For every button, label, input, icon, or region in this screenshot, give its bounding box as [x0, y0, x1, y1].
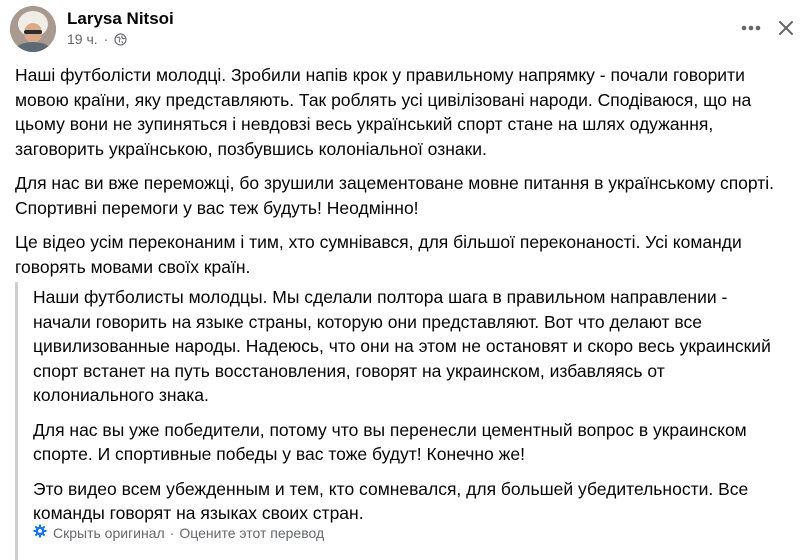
- hide-original-link[interactable]: Скрыть оригинал: [53, 524, 165, 541]
- avatar[interactable]: [10, 6, 56, 52]
- translation-paragraph: Это видео всем убежденным и тем, кто сомневался, для большей убедительности. Все команды говорят на языках своих стран.: [33, 478, 749, 523]
- globe-icon[interactable]: [114, 33, 127, 46]
- more-options-icon[interactable]: [735, 12, 767, 44]
- footer-separator: ·: [169, 524, 175, 541]
- post-paragraph: Це відео усім переконаним і тим, хто сумнівався, для більшої переконаності. Усі команди говорять мовами своїх країн.: [15, 232, 742, 277]
- author-name[interactable]: Larysa Nitsoi: [67, 9, 174, 28]
- translation-paragraph: Наши футболисты молодцы. Мы сделали полтора шага в правильном направлении - начали говорить на языке страны, которую они представляют. Вот что делают все цивилизованные народы. Надеюсь, что они на этом не остановят и скоро весь украинский спорт встанет на путь восстановления, говорят на украинском, избавляясь от колониального знака.: [33, 287, 771, 405]
- close-icon[interactable]: [773, 12, 799, 44]
- post-timestamp[interactable]: 19 ч.: [67, 31, 98, 47]
- post-header: [0, 0, 800, 58]
- post-paragraph: Для нас ви вже переможці, бо зрушили зацементоване мовне питання в українському спорті. Спортивні перемоги у вас теж будуть! Неодмінно!: [15, 173, 775, 218]
- translation-block: [15, 282, 788, 560]
- translation-text: [33, 285, 773, 536]
- post-paragraph: Наші футболісти молодці. Зробили напів крок у правильному напрямку - почали говорити мовою країни, яку представляють. Так роблять усі цивілізовані народи. Сподіваюся, що на цьому вони не зупиняться і невдовзі весь український спорт стане на шлях одужання, заговорить українською, позбувшись колоніальної ознаки.: [15, 65, 752, 159]
- rate-translation-link[interactable]: Оцените этот перевод: [179, 524, 325, 541]
- translation-paragraph: Для нас вы уже победители, потому что вы перенесли цементный вопрос в украинском спорте. И спортивные победы у вас тоже будут! Конечно же!: [33, 419, 747, 464]
- avatar-photo: [10, 6, 56, 52]
- post-text: [15, 63, 785, 289]
- gear-icon[interactable]: [33, 524, 47, 541]
- translation-footer: [33, 524, 324, 541]
- post-meta: [67, 31, 127, 47]
- meta-separator: ·: [103, 31, 109, 47]
